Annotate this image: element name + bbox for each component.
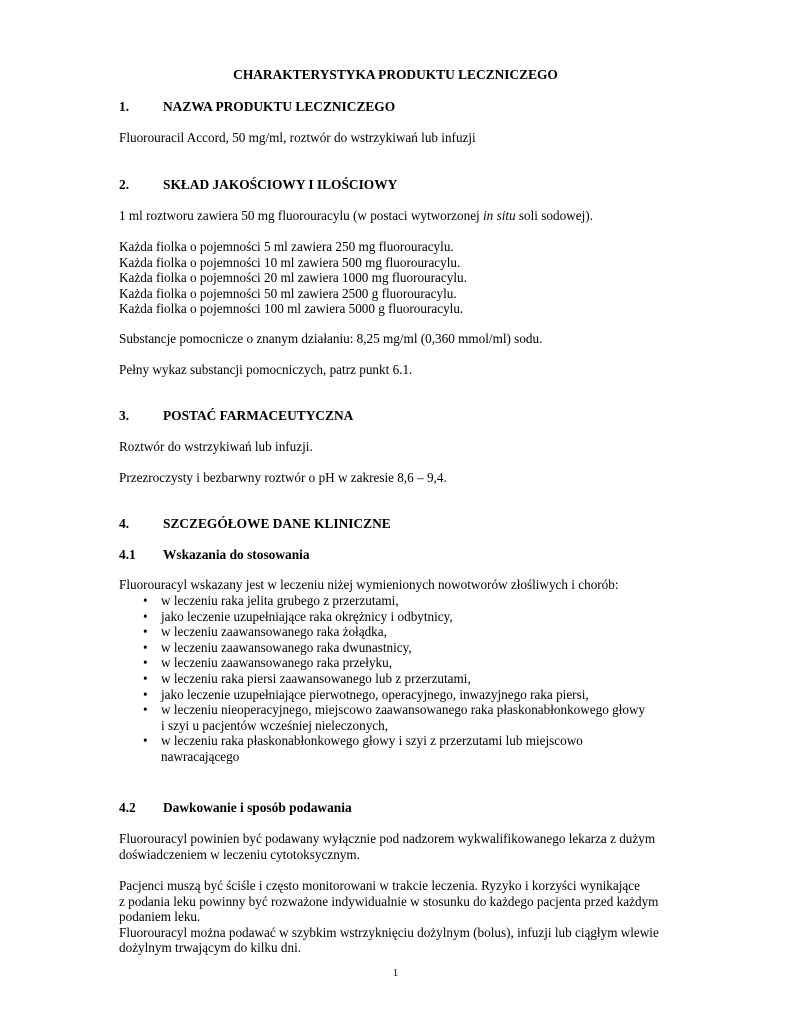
document-title: CHARAKTERYSTYKA PRODUKTU LECZNICZEGO [233, 67, 558, 82]
form-text-1: Roztwór do wstrzykiwań lub infuzji. [119, 439, 313, 454]
excipients-text: Substancje pomocnicze o znanym działaniu: 8,25 mg/ml (0,360 mmol/ml) sodu. [119, 331, 543, 346]
section-4-2-heading [119, 800, 352, 816]
paragraph-line: podaniem leku. [119, 909, 201, 925]
section-1-number: 1. [119, 99, 130, 114]
section-4-1-number: 4.1 [119, 547, 136, 562]
section-4-2-title: Dawkowanie i sposób podawania [163, 800, 352, 815]
list-item [119, 687, 679, 703]
paragraph-line: Pacjenci muszą być ściśle i często monitorowani w trakcie leczenia. Ryzyko i korzyści wynikające [119, 878, 640, 893]
list-item [119, 702, 679, 733]
paragraph-line: z podania leku powinny być rozważone indywidualnie w stosunku do każdego pacjenta przed każdym [119, 893, 659, 909]
bullet-icon: • [143, 702, 148, 718]
section-2-title: SKŁAD JAKOŚCIOWY I ILOŚCIOWY [163, 177, 398, 192]
page-number: 1 [392, 967, 399, 979]
bullet-icon: • [143, 624, 148, 640]
list-item-text: nawracającego [161, 748, 240, 764]
bullet-icon: • [143, 733, 148, 749]
section-4-number: 4. [119, 516, 130, 531]
vial-line: Każda fiolka o pojemności 5 ml zawiera 250 mg fluorouracylu. [119, 239, 454, 254]
section-4-1-title: Wskazania do stosowania [163, 547, 310, 562]
paragraph-line: dożylnym trwającym do kilku dni. [119, 940, 302, 956]
paragraph-line: Fluorouracyl powinien być podawany wyłącznie pod nadzorem wykwalifikowanego lekarza z dużym [119, 831, 656, 846]
paragraph-line: doświadczeniem w leczeniu cytotoksycznym. [119, 846, 360, 862]
vial-line: Każda fiolka o pojemności 20 ml zawiera 1000 mg fluorouracylu. [119, 270, 467, 286]
composition-italic: in situ [483, 208, 516, 223]
list-item [119, 655, 679, 671]
section-1-title: NAZWA PRODUKTU LECZNICZEGO [163, 99, 396, 114]
list-item-text: jako leczenie uzupełniające raka okrężnicy i odbytnicy, [161, 608, 453, 624]
section-3-title: POSTAĆ FARMACEUTYCZNA [163, 408, 354, 423]
dosage-paragraph-1 [119, 831, 679, 862]
list-item-text: w leczeniu zaawansowanego raka żołądka, [161, 624, 387, 640]
list-item [119, 671, 679, 687]
section-2-heading [119, 177, 397, 193]
bullet-icon: • [143, 639, 148, 655]
section-1-heading [119, 99, 395, 115]
indications-intro: Fluorouracyl wskazany jest w leczeniu niżej wymienionych nowotworów złośliwych i chorób: [119, 577, 619, 592]
bullet-icon: • [143, 593, 148, 608]
list-item [119, 733, 679, 764]
section-2-number: 2. [119, 177, 130, 192]
composition-text-1: 1 ml roztworu zawiera 50 mg fluorouracylu (w postaci wytworzonej [119, 208, 484, 223]
list-item-text: w leczeniu raka piersi zaawansowanego lub z przerzutami, [161, 670, 471, 686]
full-list-text: Pełny wykaz substancji pomocniczych, patrz punkt 6.1. [119, 362, 413, 377]
bullet-icon: • [143, 686, 148, 702]
composition-text-2: soli sodowej). [515, 208, 593, 223]
vial-list [119, 239, 679, 317]
list-item-text: w leczeniu zaawansowanego raka przełyku, [161, 655, 393, 671]
list-item-text: i szyi u pacjentów wcześniej nieleczonych, [161, 717, 389, 733]
section-4-2-number: 4.2 [119, 800, 136, 815]
section-4-title: SZCZEGÓŁOWE DANE KLINICZNE [163, 516, 391, 531]
section-4-1-heading [119, 547, 310, 563]
product-name-text: Fluorouracil Accord, 50 mg/ml, roztwór do wstrzykiwań lub infuzji [119, 130, 476, 145]
bullet-icon: • [143, 608, 148, 624]
vial-line: Każda fiolka o pojemności 50 ml zawiera 2500 g fluorouracylu. [119, 285, 457, 301]
list-item-text: w leczeniu raka płaskonabłonkowego głowy i szyi z przerzutami lub miejscowo [161, 733, 583, 749]
list-item [119, 640, 679, 656]
vial-line: Każda fiolka o pojemności 10 ml zawiera 500 mg fluorouracylu. [119, 254, 461, 270]
list-item-text: jako leczenie uzupełniające pierwotnego, operacyjnego, inwazyjnego raka piersi, [161, 686, 589, 702]
indications-list [119, 593, 679, 765]
list-item [119, 609, 679, 625]
bullet-icon: • [143, 655, 148, 671]
paragraph-line: Fluorouracyl można podawać w szybkim wstrzyknięciu dożylnym (bolus), infuzji lub ciągłym wlewie [119, 924, 659, 940]
dosage-paragraph-2 [119, 878, 679, 956]
list-item [119, 624, 679, 640]
section-3-heading [119, 408, 353, 424]
form-text-2: Przezroczysty i bezbarwny roztwór o pH w zakresie 8,6 – 9,4. [119, 470, 447, 485]
bullet-icon: • [143, 670, 148, 686]
list-item-text: w leczeniu zaawansowanego raka dwunastnicy, [161, 639, 412, 655]
list-item-text: w leczeniu raka jelita grubego z przerzutami, [161, 593, 399, 608]
composition-paragraph [119, 208, 679, 224]
section-3-number: 3. [119, 408, 130, 423]
list-item [119, 593, 679, 609]
vial-line: Każda fiolka o pojemności 100 ml zawiera 5000 g fluorouracylu. [119, 301, 464, 317]
section-4-heading [119, 516, 391, 532]
list-item-text: w leczeniu nieoperacyjnego, miejscowo zaawansowanego raka płaskonabłonkowego głowy [161, 702, 646, 718]
